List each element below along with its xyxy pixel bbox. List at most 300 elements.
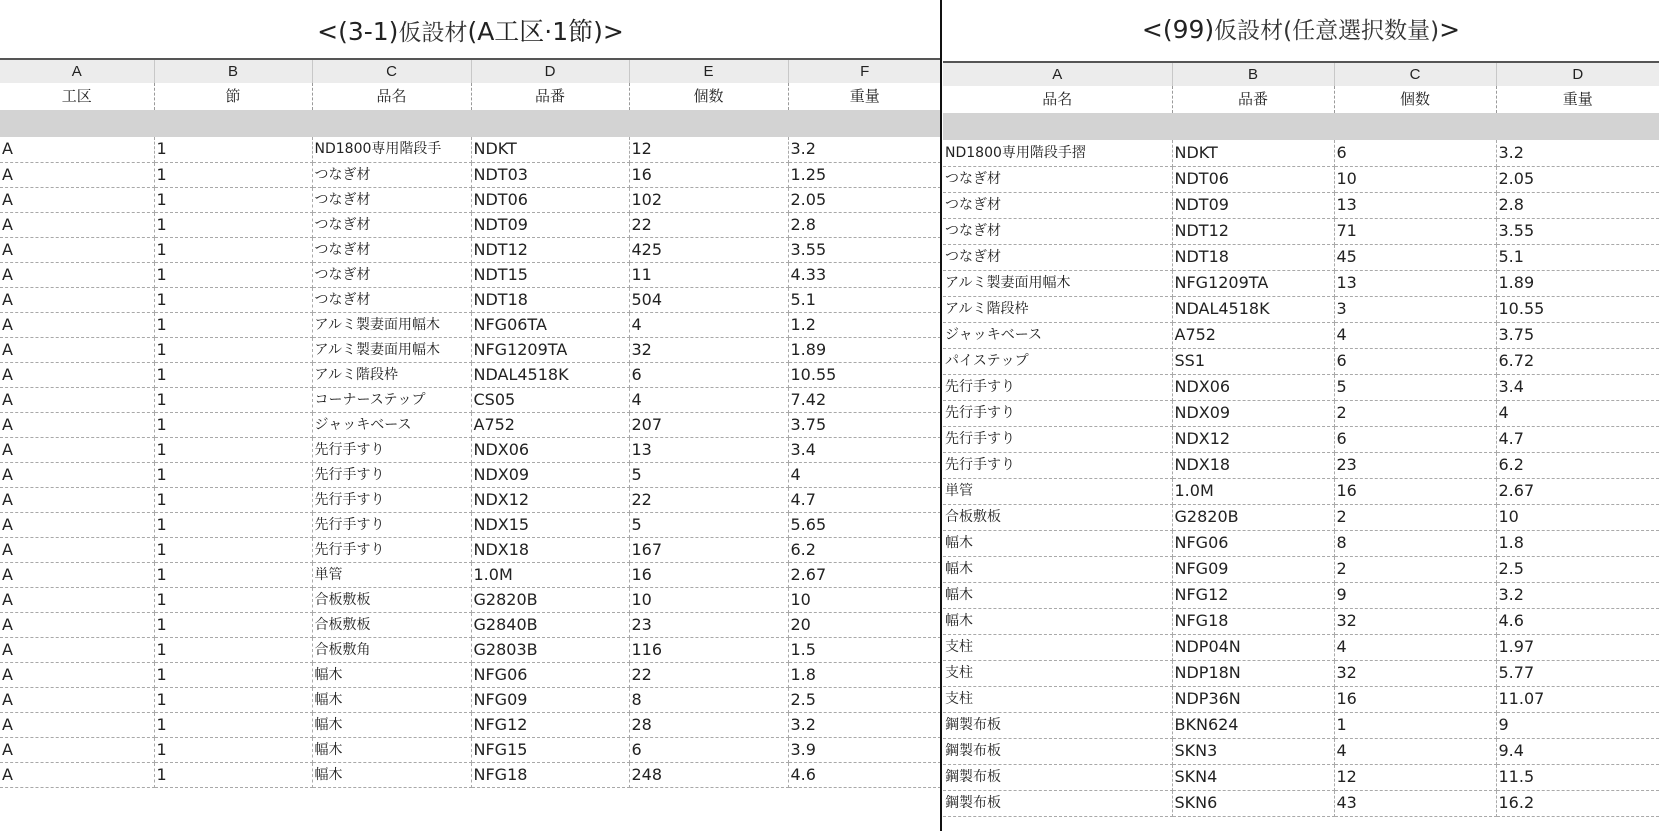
table-cell[interactable]: A [0,337,154,362]
table-cell[interactable]: 7.42 [788,387,941,412]
table-cell[interactable]: A [0,437,154,462]
table-cell[interactable]: アルミ階段枠 [312,362,471,387]
table-row[interactable] [0,312,941,337]
table-cell[interactable]: NFG1209TA [471,337,629,362]
table-cell[interactable]: 1 [154,637,312,662]
schedule-table[interactable] [943,63,1659,817]
table-cell[interactable]: つなぎ材 [312,187,471,212]
table-cell[interactable]: つなぎ材 [943,218,1172,244]
table-cell[interactable]: アルミ階段枠 [943,296,1172,322]
table-cell[interactable]: NDT09 [471,212,629,237]
table-cell[interactable]: 幅木 [312,662,471,687]
table-cell[interactable]: NDT12 [471,237,629,262]
table-cell[interactable]: NDP36N [1172,686,1334,712]
table-row[interactable] [943,738,1659,764]
table-cell[interactable]: 32 [629,337,788,362]
table-cell[interactable]: A [0,587,154,612]
table-cell[interactable]: 先行手すり [312,537,471,562]
table-cell[interactable]: 425 [629,237,788,262]
table-cell[interactable]: 23 [629,612,788,637]
table-cell[interactable]: SKN6 [1172,790,1334,816]
table-cell[interactable]: つなぎ材 [312,162,471,187]
table-cell[interactable]: 2.05 [1496,166,1659,192]
table-cell[interactable]: 10.55 [1496,296,1659,322]
column-header[interactable]: 品名 [943,86,1172,113]
table-row[interactable] [943,296,1659,322]
table-cell[interactable]: NDX09 [1172,400,1334,426]
table-row[interactable] [943,530,1659,556]
table-cell[interactable]: NDT18 [471,287,629,312]
table-cell[interactable]: 6.2 [788,537,941,562]
table-cell[interactable]: 22 [629,487,788,512]
table-cell[interactable]: A [0,637,154,662]
table-cell[interactable]: 1 [154,512,312,537]
table-cell[interactable]: G2840B [471,612,629,637]
table-cell[interactable]: 先行手すり [943,452,1172,478]
table-cell[interactable]: 幅木 [312,762,471,787]
table-cell[interactable]: 11 [629,262,788,287]
table-cell[interactable]: 先行手すり [943,426,1172,452]
table-cell[interactable]: 合板敷板 [312,612,471,637]
table-cell[interactable]: 10.55 [788,362,941,387]
table-row[interactable] [0,162,941,187]
table-cell[interactable]: アルミ製妻面用幅木 [312,337,471,362]
table-cell[interactable]: 4 [1496,400,1659,426]
column-letter-b[interactable]: B [1172,63,1334,86]
table-cell[interactable]: 幅木 [943,608,1172,634]
table-cell[interactable]: 9 [1496,712,1659,738]
table-row[interactable] [943,764,1659,790]
table-cell[interactable]: A [0,137,154,162]
table-cell[interactable]: A [0,712,154,737]
table-row[interactable] [0,337,941,362]
table-cell[interactable]: 4 [629,387,788,412]
table-cell[interactable]: SKN3 [1172,738,1334,764]
column-letter-d[interactable]: D [1496,63,1659,86]
table-cell[interactable]: NFG09 [1172,556,1334,582]
table-cell[interactable]: 6 [1334,140,1496,166]
table-cell[interactable]: A [0,162,154,187]
table-cell[interactable]: 1 [154,237,312,262]
table-cell[interactable]: A [0,387,154,412]
table-cell[interactable]: 1 [154,537,312,562]
table-cell[interactable]: A [0,737,154,762]
column-header[interactable]: 品番 [471,83,629,110]
table-cell[interactable]: 3.75 [788,412,941,437]
table-cell[interactable]: 6 [629,362,788,387]
table-cell[interactable]: 幅木 [312,737,471,762]
table-cell[interactable]: 幅木 [312,687,471,712]
table-cell[interactable]: 1 [154,762,312,787]
table-row[interactable] [943,686,1659,712]
table-cell[interactable]: NFG12 [471,712,629,737]
table-cell[interactable]: 3.2 [1496,140,1659,166]
table-cell[interactable]: 合板敷板 [312,587,471,612]
table-row[interactable] [943,504,1659,530]
table-cell[interactable]: 4 [629,312,788,337]
table-cell[interactable]: 71 [1334,218,1496,244]
table-cell[interactable]: 6 [1334,426,1496,452]
table-cell[interactable]: 1 [154,612,312,637]
table-cell[interactable]: NFG06 [1172,530,1334,556]
table-cell[interactable]: SS1 [1172,348,1334,374]
table-row[interactable] [0,387,941,412]
table-cell[interactable]: 2.67 [788,562,941,587]
table-cell[interactable]: 504 [629,287,788,312]
table-row[interactable] [943,322,1659,348]
table-cell[interactable]: 2.5 [1496,556,1659,582]
table-cell[interactable]: 9.4 [1496,738,1659,764]
table-cell[interactable]: 3.2 [788,712,941,737]
table-row[interactable] [943,608,1659,634]
table-cell[interactable]: 先行手すり [312,462,471,487]
table-cell[interactable]: 1.25 [788,162,941,187]
column-letter-c[interactable]: C [1334,63,1496,86]
table-cell[interactable]: A [0,187,154,212]
table-cell[interactable]: 16 [629,162,788,187]
table-cell[interactable]: 4.7 [1496,426,1659,452]
table-cell[interactable]: 1.0M [1172,478,1334,504]
table-row[interactable] [943,634,1659,660]
table-cell[interactable]: 1 [154,687,312,712]
table-cell[interactable]: 5 [1334,374,1496,400]
table-cell[interactable]: 4 [1334,634,1496,660]
table-cell[interactable]: NDT03 [471,162,629,187]
table-cell[interactable]: G2820B [471,587,629,612]
table-cell[interactable]: 1 [1334,712,1496,738]
table-cell[interactable]: 5 [629,512,788,537]
table-row[interactable] [943,400,1659,426]
table-row[interactable] [0,237,941,262]
table-cell[interactable]: つなぎ材 [943,244,1172,270]
table-cell[interactable]: 4 [1334,738,1496,764]
table-row[interactable] [0,462,941,487]
table-cell[interactable]: つなぎ材 [312,237,471,262]
table-cell[interactable]: A [0,237,154,262]
table-row[interactable] [0,687,941,712]
table-cell[interactable]: NFG09 [471,687,629,712]
table-cell[interactable]: ND1800専用階段手 [312,137,471,162]
table-cell[interactable]: 4.6 [788,762,941,787]
table-row[interactable] [943,660,1659,686]
table-cell[interactable]: 1 [154,712,312,737]
table-cell[interactable]: 4.33 [788,262,941,287]
table-cell[interactable]: A [0,212,154,237]
table-cell[interactable]: NDP04N [1172,634,1334,660]
table-row[interactable] [0,137,941,162]
table-cell[interactable]: 5.77 [1496,660,1659,686]
table-cell[interactable]: NDX18 [471,537,629,562]
table-cell[interactable]: 幅木 [312,712,471,737]
table-cell[interactable]: A [0,362,154,387]
table-cell[interactable]: 13 [1334,192,1496,218]
table-cell[interactable]: ジャッキベース [312,412,471,437]
table-cell[interactable]: 単管 [943,478,1172,504]
schedule-table[interactable] [0,60,941,788]
table-cell[interactable]: 102 [629,187,788,212]
table-cell[interactable]: 11.07 [1496,686,1659,712]
table-cell[interactable]: NDAL4518K [1172,296,1334,322]
table-cell[interactable]: 12 [629,137,788,162]
table-cell[interactable]: 2.05 [788,187,941,212]
table-cell[interactable]: 3.4 [1496,374,1659,400]
table-cell[interactable]: NDX18 [1172,452,1334,478]
table-row[interactable] [0,737,941,762]
table-cell[interactable]: 10 [629,587,788,612]
table-row[interactable] [0,512,941,537]
table-row[interactable] [0,637,941,662]
table-cell[interactable]: 20 [788,612,941,637]
table-cell[interactable]: 5 [629,462,788,487]
table-cell[interactable]: ジャッキベース [943,322,1172,348]
table-cell[interactable]: A [0,412,154,437]
table-cell[interactable]: 1.8 [1496,530,1659,556]
table-cell[interactable]: 4 [788,462,941,487]
table-cell[interactable]: 1.97 [1496,634,1659,660]
table-cell[interactable]: アルミ製妻面用幅木 [943,270,1172,296]
table-row[interactable] [943,374,1659,400]
table-cell[interactable]: 16 [1334,686,1496,712]
table-row[interactable] [0,587,941,612]
table-cell[interactable]: 幅木 [943,582,1172,608]
table-cell[interactable]: 13 [1334,270,1496,296]
table-cell[interactable]: 2 [1334,556,1496,582]
table-cell[interactable]: NFG15 [471,737,629,762]
table-cell[interactable]: 4.6 [1496,608,1659,634]
table-cell[interactable]: NDT06 [471,187,629,212]
table-cell[interactable]: 6 [629,737,788,762]
table-cell[interactable]: 1.2 [788,312,941,337]
table-cell[interactable]: 22 [629,662,788,687]
table-row[interactable] [943,192,1659,218]
table-cell[interactable]: 5.1 [788,287,941,312]
table-cell[interactable]: 11.5 [1496,764,1659,790]
table-cell[interactable]: 3.2 [788,137,941,162]
table-cell[interactable]: 167 [629,537,788,562]
table-cell[interactable]: 鋼製布板 [943,764,1172,790]
table-cell[interactable]: パイステップ [943,348,1172,374]
column-letter-d[interactable]: D [471,60,629,83]
column-letter-a[interactable]: A [943,63,1172,86]
table-cell[interactable]: NDKT [471,137,629,162]
table-cell[interactable]: 1 [154,287,312,312]
table-row[interactable] [0,262,941,287]
table-row[interactable] [943,166,1659,192]
column-letter-b[interactable]: B [154,60,312,83]
table-cell[interactable]: A752 [1172,322,1334,348]
table-cell[interactable]: A [0,562,154,587]
table-cell[interactable]: 22 [629,212,788,237]
table-cell[interactable]: 6.72 [1496,348,1659,374]
table-cell[interactable]: 1.8 [788,662,941,687]
table-row[interactable] [943,790,1659,816]
table-cell[interactable]: つなぎ材 [312,262,471,287]
table-cell[interactable]: A [0,662,154,687]
table-row[interactable] [0,662,941,687]
column-header[interactable]: 個数 [629,83,788,110]
table-cell[interactable]: 1.89 [788,337,941,362]
table-cell[interactable]: 3.2 [1496,582,1659,608]
table-cell[interactable]: 12 [1334,764,1496,790]
table-cell[interactable]: A [0,512,154,537]
table-cell[interactable]: A752 [471,412,629,437]
table-cell[interactable]: 1 [154,437,312,462]
table-cell[interactable]: A [0,312,154,337]
table-cell[interactable]: 207 [629,412,788,437]
table-cell[interactable]: 1 [154,387,312,412]
table-cell[interactable]: 8 [1334,530,1496,556]
table-cell[interactable]: 10 [788,587,941,612]
table-cell[interactable]: 1 [154,362,312,387]
table-cell[interactable]: 鋼製布板 [943,712,1172,738]
table-cell[interactable]: NDT06 [1172,166,1334,192]
table-cell[interactable]: 1 [154,212,312,237]
table-row[interactable] [0,212,941,237]
table-cell[interactable]: 1 [154,662,312,687]
table-row[interactable] [943,452,1659,478]
table-row[interactable] [0,562,941,587]
table-cell[interactable]: 先行手すり [312,437,471,462]
table-cell[interactable]: 5.65 [788,512,941,537]
table-cell[interactable]: NDX06 [1172,374,1334,400]
table-cell[interactable]: 単管 [312,562,471,587]
column-letter-c[interactable]: C [312,60,471,83]
table-cell[interactable]: つなぎ材 [312,212,471,237]
table-cell[interactable]: 1 [154,187,312,212]
table-row[interactable] [0,762,941,787]
table-cell[interactable]: 16.2 [1496,790,1659,816]
table-cell[interactable]: SKN4 [1172,764,1334,790]
table-row[interactable] [0,187,941,212]
table-cell[interactable]: 先行手すり [312,487,471,512]
table-cell[interactable]: A [0,287,154,312]
table-cell[interactable]: 6 [1334,348,1496,374]
table-cell[interactable]: NFG18 [471,762,629,787]
table-cell[interactable]: A [0,687,154,712]
table-cell[interactable]: 1 [154,262,312,287]
table-cell[interactable]: 116 [629,637,788,662]
table-cell[interactable]: 1 [154,412,312,437]
table-cell[interactable]: 1.5 [788,637,941,662]
table-cell[interactable]: 3.55 [788,237,941,262]
table-row[interactable] [0,712,941,737]
table-cell[interactable]: 32 [1334,660,1496,686]
table-cell[interactable]: NDX09 [471,462,629,487]
table-cell[interactable]: 1 [154,312,312,337]
column-header[interactable]: 品番 [1172,86,1334,113]
table-cell[interactable]: 3.9 [788,737,941,762]
table-cell[interactable]: 支柱 [943,686,1172,712]
table-cell[interactable]: 16 [629,562,788,587]
column-letter-a[interactable]: A [0,60,154,83]
table-cell[interactable]: NDKT [1172,140,1334,166]
table-cell[interactable]: NDT09 [1172,192,1334,218]
table-cell[interactable]: NDAL4518K [471,362,629,387]
table-row[interactable] [0,437,941,462]
table-cell[interactable]: G2820B [1172,504,1334,530]
table-cell[interactable]: 28 [629,712,788,737]
table-cell[interactable]: 支柱 [943,634,1172,660]
table-cell[interactable]: 45 [1334,244,1496,270]
table-cell[interactable]: 2.8 [788,212,941,237]
table-cell[interactable]: NDX12 [1172,426,1334,452]
table-cell[interactable]: NFG06TA [471,312,629,337]
table-cell[interactable]: 合板敷板 [943,504,1172,530]
table-cell[interactable]: G2803B [471,637,629,662]
table-cell[interactable]: 32 [1334,608,1496,634]
table-row[interactable] [943,244,1659,270]
column-letter-e[interactable]: E [629,60,788,83]
table-cell[interactable]: NDT12 [1172,218,1334,244]
column-header[interactable]: 重量 [1496,86,1659,113]
table-cell[interactable]: 2.5 [788,687,941,712]
table-cell[interactable]: 幅木 [943,530,1172,556]
table-cell[interactable]: NFG06 [471,662,629,687]
table-cell[interactable]: 1 [154,337,312,362]
table-cell[interactable]: 4.7 [788,487,941,512]
table-row[interactable] [0,412,941,437]
table-cell[interactable]: 先行手すり [943,374,1172,400]
table-cell[interactable]: 13 [629,437,788,462]
table-row[interactable] [0,537,941,562]
table-cell[interactable]: 1 [154,737,312,762]
table-cell[interactable]: NDT18 [1172,244,1334,270]
table-cell[interactable]: 16 [1334,478,1496,504]
table-row[interactable] [943,478,1659,504]
table-cell[interactable]: 1 [154,562,312,587]
table-row[interactable] [943,712,1659,738]
table-cell[interactable]: 5.1 [1496,244,1659,270]
column-letter-f[interactable]: F [788,60,941,83]
table-cell[interactable]: 1 [154,137,312,162]
table-row[interactable] [0,287,941,312]
table-cell[interactable]: 合板敷角 [312,637,471,662]
table-cell[interactable]: 3.75 [1496,322,1659,348]
table-row[interactable] [943,426,1659,452]
table-cell[interactable]: A [0,537,154,562]
table-cell[interactable]: 2 [1334,504,1496,530]
table-cell[interactable]: 支柱 [943,660,1172,686]
table-cell[interactable]: 1 [154,162,312,187]
table-cell[interactable]: 3.4 [788,437,941,462]
table-cell[interactable]: 248 [629,762,788,787]
table-cell[interactable]: NFG12 [1172,582,1334,608]
table-cell[interactable]: 1.0M [471,562,629,587]
table-cell[interactable]: アルミ製妻面用幅木 [312,312,471,337]
table-cell[interactable]: コーナーステップ [312,387,471,412]
table-cell[interactable]: つなぎ材 [312,287,471,312]
table-cell[interactable]: 鋼製布板 [943,790,1172,816]
table-cell[interactable]: つなぎ材 [943,192,1172,218]
table-row[interactable] [943,556,1659,582]
table-row[interactable] [0,487,941,512]
column-header[interactable]: 節 [154,83,312,110]
table-row[interactable] [943,140,1659,166]
table-cell[interactable]: CS05 [471,387,629,412]
table-row[interactable] [943,270,1659,296]
table-cell[interactable]: 2 [1334,400,1496,426]
table-row[interactable] [943,348,1659,374]
table-cell[interactable]: NDX15 [471,512,629,537]
table-row[interactable] [0,612,941,637]
table-cell[interactable]: A [0,262,154,287]
table-cell[interactable]: 1 [154,462,312,487]
table-cell[interactable]: NDX12 [471,487,629,512]
table-cell[interactable]: 3.55 [1496,218,1659,244]
table-cell[interactable]: 10 [1334,166,1496,192]
table-cell[interactable]: 6.2 [1496,452,1659,478]
table-cell[interactable]: NFG1209TA [1172,270,1334,296]
